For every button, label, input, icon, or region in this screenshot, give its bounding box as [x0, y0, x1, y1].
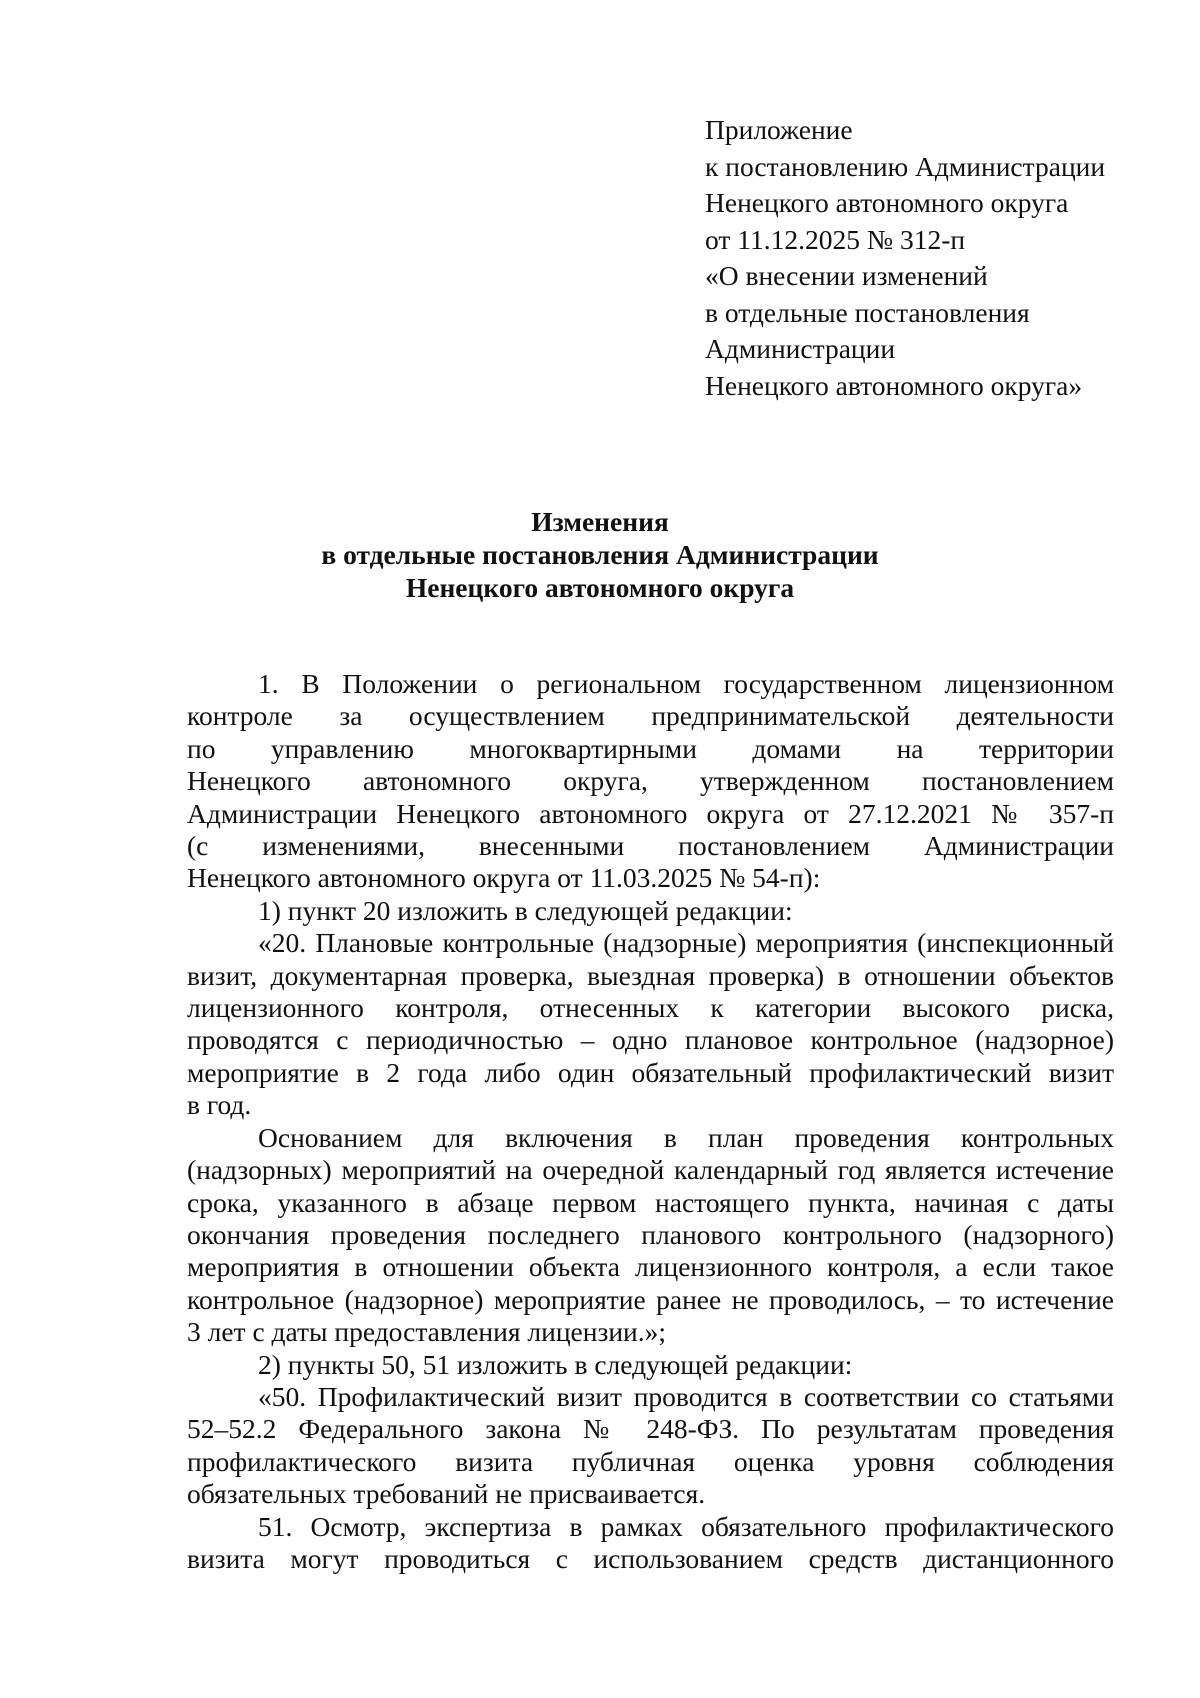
appendix-line: «О внесении изменений [705, 260, 988, 291]
appendix-line: Ненецкого автономного округа» [705, 369, 1083, 401]
body-line: «50. Профилактический визит проводится в соответствии со статьями [258, 1380, 1114, 1412]
body-line: (с изменениями, внесенными постановлением Администрации [187, 830, 1114, 862]
appendix-line: от 11.12.2025 № 312-п [705, 223, 966, 255]
document-body [187, 668, 1114, 1575]
title-line: Ненецкого автономного округа [405, 572, 795, 603]
body-line: Основанием для включения в план проведения контрольных [258, 1121, 1114, 1153]
document-title [0, 505, 1200, 604]
body-line: Администрации Ненецкого автономного округа от 27.12.2021 № 357-п [187, 797, 1114, 829]
appendix-line: Ненецкого автономного округа [705, 187, 1069, 218]
appendix-line: к постановлению Администрации [705, 150, 1106, 182]
body-line: мероприятия в отношении объекта лицензионного контроля, а если такое [187, 1251, 1114, 1283]
body-line: 1) пункт 20 изложить в следующей редакции: [258, 894, 793, 926]
body-line: окончания проведения последнего планового контрольного (надзорного) [187, 1218, 1114, 1250]
body-line: 51. Осмотр, экспертиза в рамках обязательного профилактического [258, 1510, 1114, 1542]
title-line: в отдельные постановления Администрации [321, 539, 879, 570]
body-line: 3 лет с даты предоставления лицензии.»; [187, 1316, 667, 1348]
body-line: «20. Плановые контрольные (надзорные) мероприятия (инспекционный [258, 927, 1114, 959]
body-line: лицензионного контроля, отнесенных к категории высокого риска, [187, 992, 1114, 1024]
body-line: контрольное (надзорное) мероприятие ранее не проводилось, – то истечение [187, 1283, 1114, 1315]
body-line: (надзорных) мероприятий на очередной календарный год является истечение [187, 1154, 1114, 1186]
body-line: срока, указанного в абзаце первом настоящего пункта, начиная с даты [187, 1186, 1114, 1218]
body-line: 52–52.2 Федерального закона № 248-ФЗ. По результатам проведения [187, 1413, 1114, 1445]
body-line: мероприятие в 2 года либо один обязательный профилактический визит [187, 1056, 1114, 1088]
appendix-line: Приложение [705, 114, 853, 145]
body-line: 1. В Положении о региональном государственном лицензионном [258, 668, 1114, 699]
body-line: профилактического визита публичная оценка уровня соблюдения [187, 1445, 1114, 1477]
body-line: Ненецкого автономного округа, утвержденном постановлением [187, 765, 1114, 797]
body-line: Ненецкого автономного округа от 11.03.2025 № 54-п): [187, 862, 821, 894]
appendix-block [705, 112, 1185, 404]
body-line: контроле за осуществлением предпринимательской деятельности [187, 700, 1114, 732]
title-line: Изменения [531, 506, 669, 537]
body-line: по управлению многоквартирными домами на территории [187, 732, 1114, 764]
body-line: 2) пункты 50, 51 изложить в следующей редакции: [258, 1348, 853, 1380]
body-line: проводятся с периодичностью – одно плановое контрольное (надзорное) [187, 1024, 1114, 1056]
appendix-line: в отдельные постановления [705, 296, 1030, 328]
appendix-line: Администрации [705, 333, 896, 364]
body-line: обязательных требований не присваивается. [187, 1478, 706, 1510]
body-line: в год. [187, 1089, 252, 1121]
body-line: визит, документарная проверка, выездная проверка) в отношении объектов [187, 959, 1114, 991]
body-line: визита могут проводиться с использованием средств дистанционного [187, 1542, 1114, 1574]
